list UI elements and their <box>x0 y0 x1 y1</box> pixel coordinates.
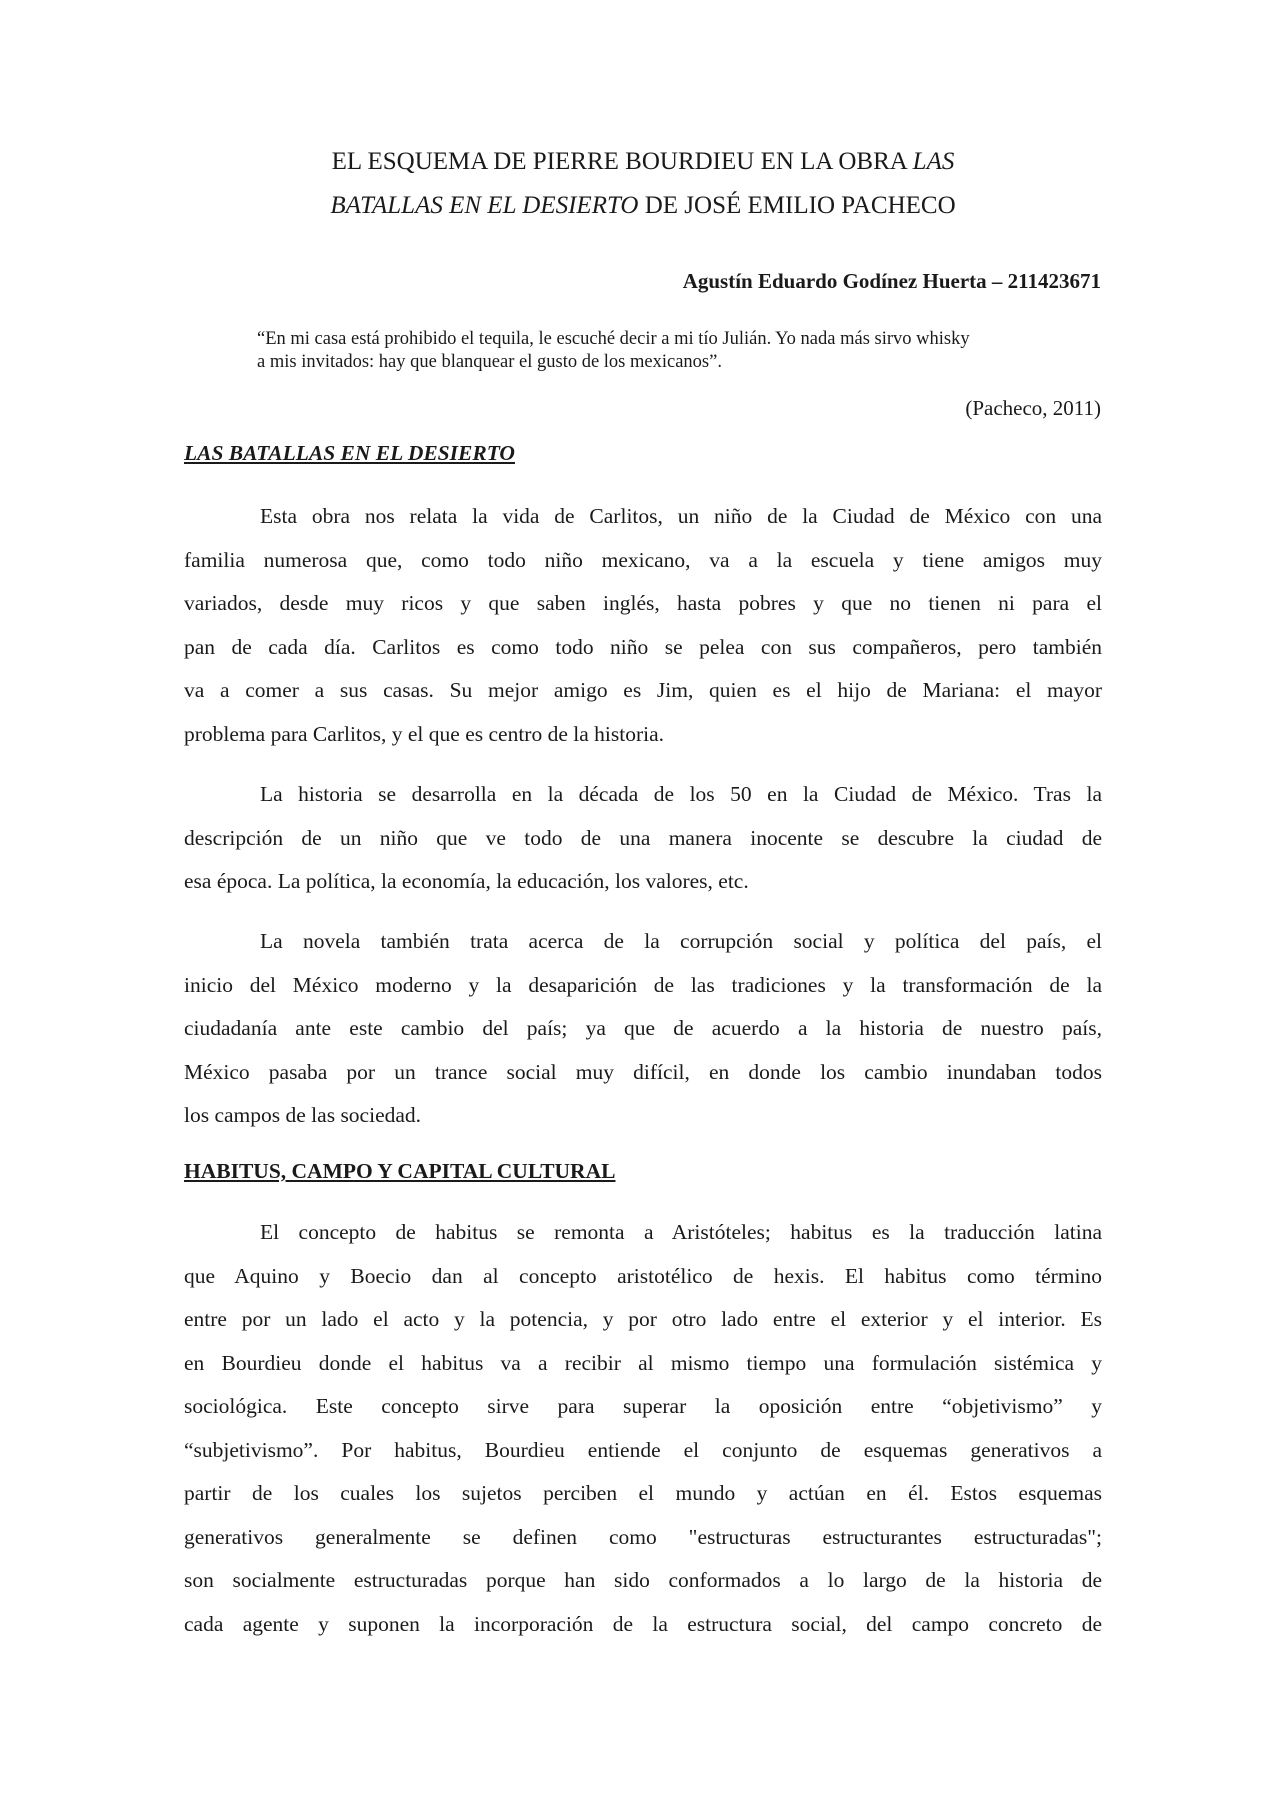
epigraph-citation: (Pacheco, 2011) <box>965 396 1101 420</box>
text-line: va a comer a sus casas. Su mejor amigo es Jim, quien es el hijo de Mariana: el mayor <box>184 678 1102 702</box>
paragraph-3 <box>184 920 1102 1138</box>
text-line: pan de cada día. Carlitos es como todo niño se pelea con sus compañeros, pero también <box>184 634 1102 659</box>
text-line: variados, desde muy ricos y que saben inglés, hasta pobres y que no tienen ni para el <box>184 591 1102 615</box>
text-line: descripción de un niño que ve todo de una manera inocente se descubre la ciudad de <box>184 825 1102 850</box>
epigraph-quote <box>257 328 1101 374</box>
title-line-2: BATALLAS EN EL DESIERTO DE JOSÉ EMILIO PACHECO <box>330 192 956 219</box>
title-italic-part-2: BATALLAS EN EL DESIERTO <box>330 192 639 219</box>
section-heading-habitus: HABITUS, CAMPO Y CAPITAL CULTURAL <box>184 1159 616 1183</box>
document-title <box>183 140 1103 228</box>
text-line: esa época. La política, la economía, la educación, los valores, etc. <box>184 869 749 893</box>
epigraph-line: “En mi casa está prohibido el tequila, le escuché decir a mi tío Julián. Yo nada más sirvo whisky <box>257 329 970 349</box>
text-line: familia numerosa que, como todo niño mexicano, va a la escuela y tiene amigos muy <box>184 547 1102 572</box>
text-line: México pasaba por un trance social muy difícil, en donde los cambio inundaban todos <box>184 1059 1102 1084</box>
text-line: ciudadanía ante este cambio del país; ya que de acuerdo a la historia de nuestro país, <box>184 1016 1102 1040</box>
text-line: La novela también trata acerca de la corrupción social y política del país, el <box>260 929 1102 953</box>
text-line: cada agente y suponen la incorporación de la estructura social, del campo concreto de <box>184 1611 1102 1636</box>
text-line: entre por un lado el acto y la potencia, y por otro lado entre el exterior y el interior. Es <box>184 1307 1102 1331</box>
paragraph-4 <box>184 1211 1102 1646</box>
author-line: Agustín Eduardo Godínez Huerta – 211423671 <box>682 269 1101 293</box>
text-line: problema para Carlitos, y el que es centro de la historia. <box>184 721 665 746</box>
text-line: inicio del México moderno y la desaparición de las tradiciones y la transformación de la <box>184 972 1102 997</box>
text-line: partir de los cuales los sujetos perciben el mundo y actúan en él. Estos esquemas <box>184 1481 1102 1505</box>
text-line: que Aquino y Boecio dan al concepto aristotélico de hexis. El habitus como término <box>184 1263 1102 1288</box>
title-italic-part-1: LAS <box>912 148 955 175</box>
text-line: sociológica. Este concepto sirve para superar la oposición entre “objetivismo” y <box>184 1394 1102 1418</box>
text-line: Esta obra nos relata la vida de Carlitos, un niño de la Ciudad de México con una <box>260 504 1102 528</box>
text-line: generativos generalmente se definen como "estructuras estructurantes estructuradas"; <box>184 1524 1102 1549</box>
title-line-1: EL ESQUEMA DE PIERRE BOURDIEU EN LA OBRA LAS <box>331 148 955 175</box>
text-line: “subjetivismo”. Por habitus, Bourdieu entiende el conjunto de esquemas generativos a <box>184 1437 1102 1462</box>
paragraph-2 <box>184 773 1102 904</box>
text-line: La historia se desarrolla en la década de los 50 en la Ciudad de México. Tras la <box>260 782 1102 806</box>
section-heading-batallas: LAS BATALLAS EN EL DESIERTO <box>184 441 515 465</box>
text-line: son socialmente estructuradas porque han sido conformados a lo largo de la historia de <box>184 1568 1102 1592</box>
text-line: los campos de las sociedad. <box>184 1103 422 1127</box>
paragraph-1 <box>184 495 1102 756</box>
text-line: El concepto de habitus se remonta a Aristóteles; habitus es la traducción latina <box>260 1220 1102 1244</box>
text-line: en Bourdieu donde el habitus va a recibir al mismo tiempo una formulación sistémica y <box>184 1350 1102 1375</box>
epigraph-line: a mis invitados: hay que blanquear el gusto de los mexicanos”. <box>257 352 722 372</box>
